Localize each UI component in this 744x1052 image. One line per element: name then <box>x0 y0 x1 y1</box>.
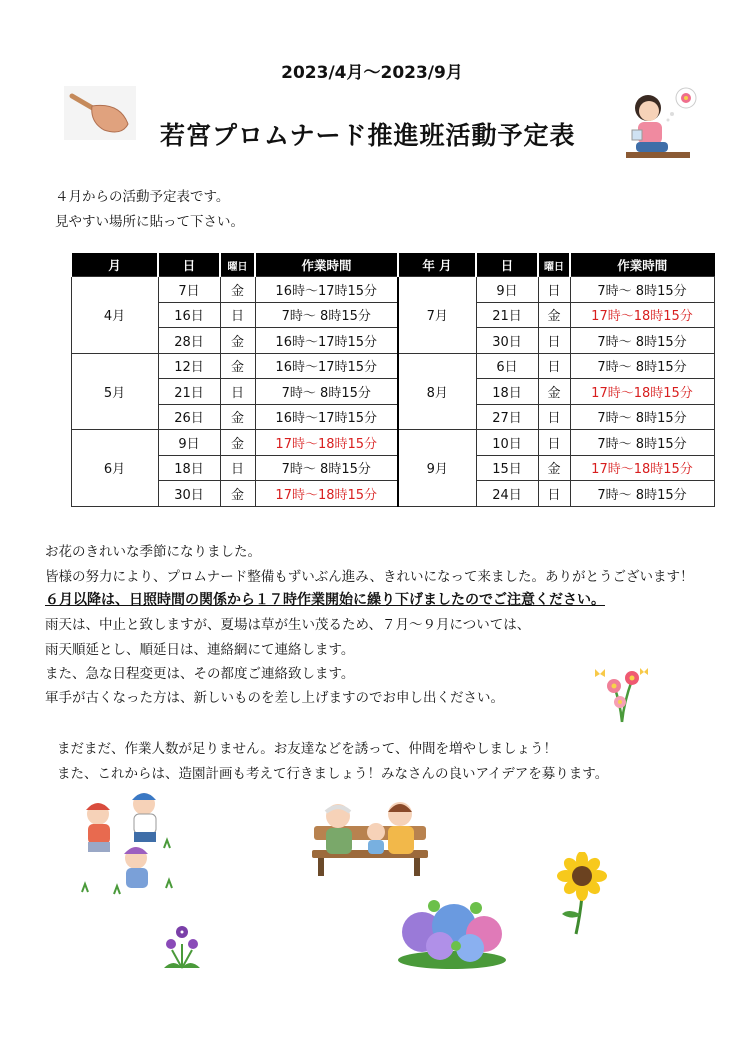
table-row <box>71 481 714 507</box>
work-time-cell: 7時～ 8時15分 <box>570 404 714 430</box>
weekday-cell: 金 <box>220 404 255 430</box>
header-day: 日 <box>476 254 538 277</box>
work-time-cell: 7時～ 8時15分 <box>255 455 398 481</box>
day-cell: 28日 <box>158 328 220 354</box>
header-month: 月 <box>71 254 158 277</box>
weekday-cell: 金 <box>538 455 570 481</box>
family-bench-icon <box>308 796 430 878</box>
work-time-cell: 16時～17時15分 <box>255 277 398 303</box>
flowers-butterflies-icon <box>592 662 652 726</box>
day-cell: 30日 <box>476 328 538 354</box>
month-cell: 7月 <box>398 277 476 354</box>
intro-line-1: ４月からの活動予定表です。 <box>55 189 230 205</box>
table-row <box>71 430 714 456</box>
month-cell: 4月 <box>71 277 158 354</box>
work-time-cell: 7時～ 8時15分 <box>570 430 714 456</box>
note-line-6: また、急な日程変更は、その都度ご連絡致します。 <box>45 666 355 682</box>
weekday-cell: 日 <box>538 277 570 303</box>
weekday-cell: 日 <box>220 379 255 405</box>
table-row <box>71 404 714 430</box>
table-row <box>71 455 714 481</box>
work-time-cell: 7時～ 8時15分 <box>255 379 398 405</box>
table-row <box>71 353 714 379</box>
work-time-cell: 16時～17時15分 <box>255 328 398 354</box>
closing-line-1: まだまだ、作業人数が足りません。お友達などを誘って、仲間を増やしましょう！ <box>57 741 558 757</box>
hydrangea-frogs-icon <box>396 894 508 970</box>
table-row <box>71 379 714 405</box>
work-time-cell: 17時～18時15分 <box>255 481 398 507</box>
work-time-cell: 17時～18時15分 <box>570 302 714 328</box>
weekday-cell: 金 <box>538 379 570 405</box>
day-cell: 27日 <box>476 404 538 430</box>
weekday-cell: 日 <box>538 430 570 456</box>
weekday-cell: 金 <box>220 328 255 354</box>
date-range: 2023/4月～2023/9月 <box>281 63 463 83</box>
weekday-cell: 金 <box>220 277 255 303</box>
day-cell: 18日 <box>476 379 538 405</box>
sunflower-icon <box>554 852 610 936</box>
note-line-3-emphasis: ６月以降は、日照時間の関係から１７時作業開始に繰り下げましたのでご注意ください。 <box>45 592 605 608</box>
weekday-cell: 金 <box>220 481 255 507</box>
day-cell: 21日 <box>158 379 220 405</box>
day-cell: 15日 <box>476 455 538 481</box>
work-time-cell: 7時～ 8時15分 <box>570 481 714 507</box>
work-time-cell: 17時～18時15分 <box>255 430 398 456</box>
header-day: 日 <box>158 254 220 277</box>
trowel-icon <box>62 84 138 142</box>
day-cell: 7日 <box>158 277 220 303</box>
work-time-cell: 7時～ 8時15分 <box>570 328 714 354</box>
children-gardening-icon <box>74 788 184 904</box>
header-work-time: 作業時間 <box>570 254 714 277</box>
day-cell: 16日 <box>158 302 220 328</box>
table-row <box>71 328 714 354</box>
weekday-cell: 日 <box>538 353 570 379</box>
day-cell: 12日 <box>158 353 220 379</box>
table-header-row <box>71 254 714 277</box>
month-cell: 9月 <box>398 430 476 507</box>
day-cell: 21日 <box>476 302 538 328</box>
work-time-cell: 7時～ 8時15分 <box>255 302 398 328</box>
weekday-cell: 日 <box>538 404 570 430</box>
header-year-month: 年 月 <box>398 254 476 277</box>
weekday-cell: 金 <box>220 430 255 456</box>
day-cell: 9日 <box>158 430 220 456</box>
work-time-cell: 7時～ 8時15分 <box>570 277 714 303</box>
table-row <box>71 277 714 303</box>
month-cell: 6月 <box>71 430 158 507</box>
weekday-cell: 金 <box>220 353 255 379</box>
day-cell: 9日 <box>476 277 538 303</box>
weekday-cell: 日 <box>538 481 570 507</box>
note-line-5: 雨天順延とし、順延日は、連絡網にて連絡します。 <box>45 642 355 658</box>
weekday-cell: 日 <box>220 302 255 328</box>
work-time-cell: 17時～18時15分 <box>570 379 714 405</box>
work-time-cell: 16時～17時15分 <box>255 404 398 430</box>
table-row <box>71 302 714 328</box>
intro-line-2: 見やすい場所に貼って下さい。 <box>55 214 244 230</box>
work-time-cell: 7時～ 8時15分 <box>570 353 714 379</box>
weekday-cell: 日 <box>538 328 570 354</box>
violet-icon <box>160 920 204 970</box>
month-cell: 5月 <box>71 353 158 430</box>
weekday-cell: 金 <box>538 302 570 328</box>
day-cell: 24日 <box>476 481 538 507</box>
schedule-table <box>70 253 715 507</box>
day-cell: 6日 <box>476 353 538 379</box>
page-title: 若宮プロムナード推進班活動予定表 <box>160 121 576 150</box>
note-line-1: お花のきれいな季節になりました。 <box>45 544 261 560</box>
note-line-7: 軍手が古くなった方は、新しいものを差し上げますのでお申し出ください。 <box>45 690 504 706</box>
header-weekday: 曜日 <box>220 254 255 277</box>
gardener-girl-icon <box>620 84 700 162</box>
day-cell: 26日 <box>158 404 220 430</box>
month-cell: 8月 <box>398 353 476 430</box>
header-weekday: 曜日 <box>538 254 570 277</box>
closing-line-2: また、これからは、造園計画も考えて行きましょう！みなさんの良いアイデアを募ります。 <box>57 766 609 782</box>
work-time-cell: 17時～18時15分 <box>570 455 714 481</box>
header-work-time: 作業時間 <box>255 254 398 277</box>
note-line-2: 皆様の努力により、プロムナード整備もずいぶん進み、きれいになって来ました。ありがとうございます！ <box>45 569 694 585</box>
weekday-cell: 日 <box>220 455 255 481</box>
day-cell: 30日 <box>158 481 220 507</box>
note-line-4: 雨天は、中止と致しますが、夏場は草が生い茂るため、７月～９月については、 <box>45 617 531 633</box>
day-cell: 18日 <box>158 455 220 481</box>
day-cell: 10日 <box>476 430 538 456</box>
work-time-cell: 16時～17時15分 <box>255 353 398 379</box>
